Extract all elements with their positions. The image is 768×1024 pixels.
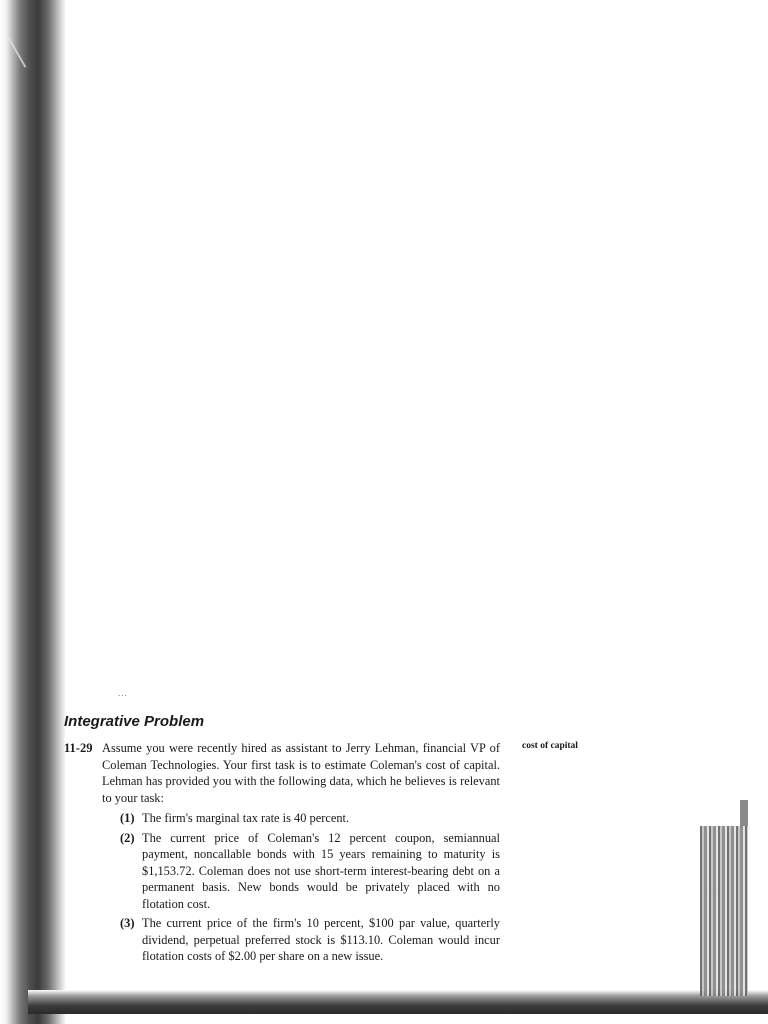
item-number: (2) [120, 830, 135, 845]
data-list [102, 810, 500, 965]
list-item [120, 810, 500, 827]
page-bottom-edge [28, 990, 768, 1014]
list-item [120, 830, 500, 913]
binding-shadow [0, 0, 66, 1024]
problem-body [102, 740, 500, 968]
section-title: Integrative Problem [64, 713, 205, 730]
problem-number: 11-29 [64, 741, 93, 755]
page-right-edge [700, 826, 748, 996]
item-text: The current price of the firm's 10 percent, $100 par value, quarterly dividend, perpetual preferred stock is $113.10. Coleman would incur flotation costs of $2.00 per share on a new issue. [142, 916, 500, 963]
truncated-text-line: ... [118, 688, 128, 698]
margin-note: cost of capital [522, 741, 578, 751]
item-text: The current price of Coleman's 12 percent coupon, semiannual payment, noncallable bonds with 15 years remaining to maturity is $1,153.72. Coleman does not use short-term interest-bearing debt on a permanent basis. New bonds would be privately placed with no flotation cost. [142, 830, 500, 911]
page-edge-tab [740, 800, 748, 826]
list-item [120, 915, 500, 965]
item-text: The firm's marginal tax rate is 40 percent. [142, 811, 350, 825]
item-number: (1) [120, 811, 135, 825]
item-number: (3) [120, 916, 135, 930]
problem-intro: Assume you were recently hired as assistant to Jerry Lehman, financial VP of Coleman Technologies. Your first task is to estimate Coleman's cost of capital. Lehman has provided you with the following data, which he believes is relevant to your task: [102, 741, 500, 805]
